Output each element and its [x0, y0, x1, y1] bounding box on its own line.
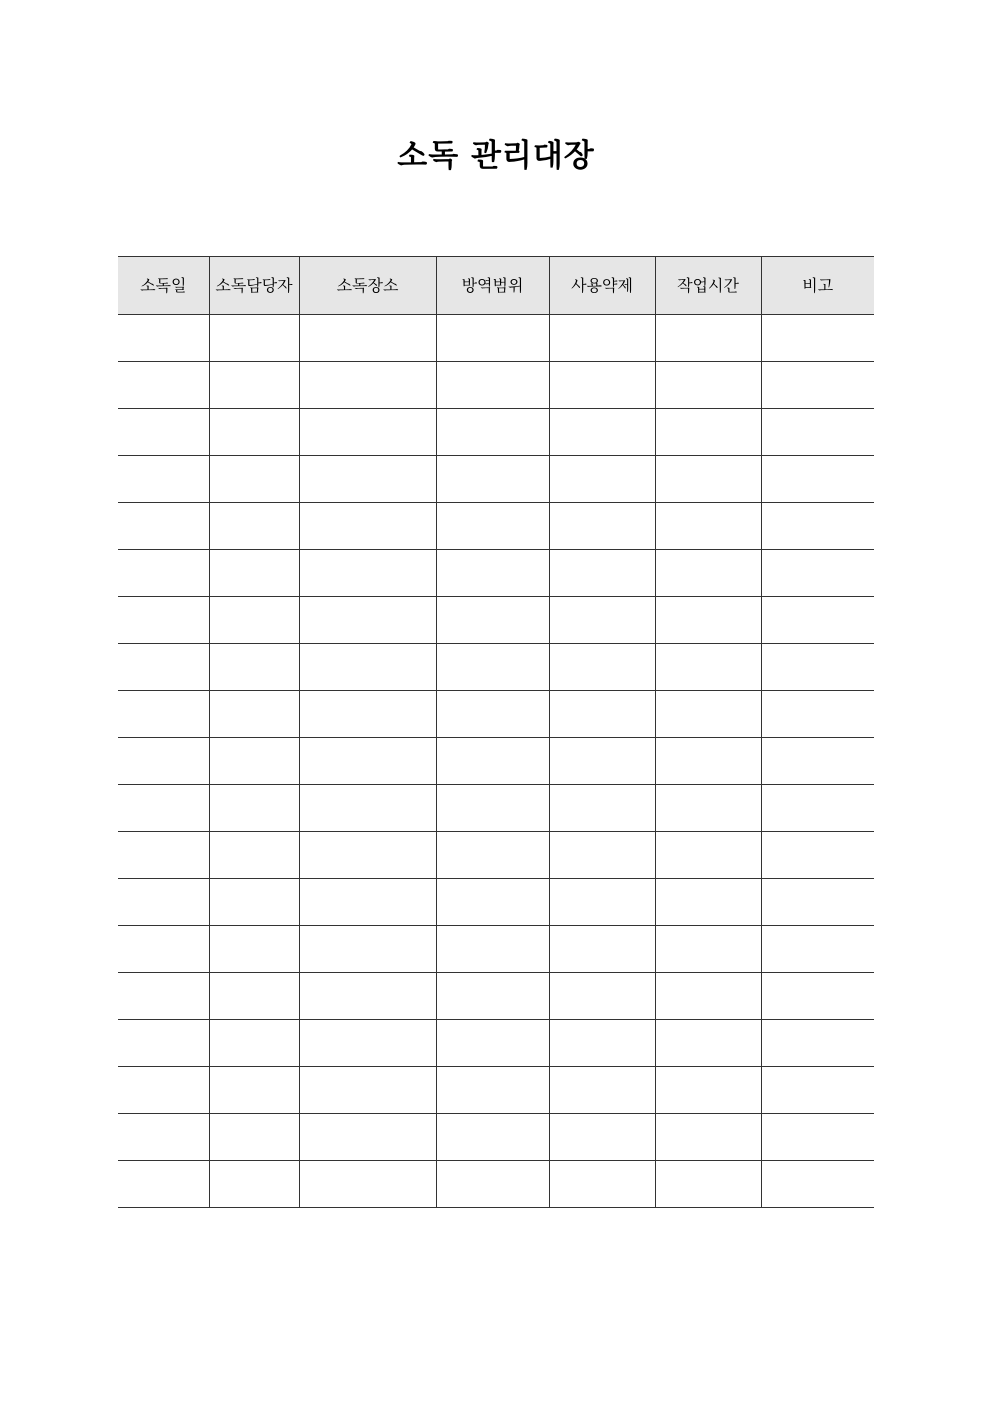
table-cell[interactable]: [655, 1161, 761, 1208]
table-cell[interactable]: [299, 973, 436, 1020]
table-cell[interactable]: [655, 691, 761, 738]
document-title: 소독 관리대장: [397, 138, 595, 174]
table-cell[interactable]: [655, 503, 761, 550]
table-cell[interactable]: [209, 832, 299, 879]
table-cell[interactable]: [209, 456, 299, 503]
table-cell[interactable]: [436, 456, 549, 503]
table-cell[interactable]: [299, 1067, 436, 1114]
header-work-time: 작업시간: [655, 257, 761, 315]
table-cell[interactable]: [118, 597, 209, 644]
table-cell[interactable]: [118, 503, 209, 550]
table-cell[interactable]: [549, 1114, 655, 1161]
table-cell[interactable]: [655, 973, 761, 1020]
table-cell[interactable]: [299, 456, 436, 503]
table-cell[interactable]: [436, 738, 549, 785]
table-cell[interactable]: [118, 644, 209, 691]
table-row: [118, 597, 874, 644]
table-cell[interactable]: [299, 550, 436, 597]
table-cell[interactable]: [299, 409, 436, 456]
table-row: [118, 1067, 874, 1114]
table-row: [118, 738, 874, 785]
table-cell[interactable]: [118, 691, 209, 738]
table-cell[interactable]: [436, 409, 549, 456]
table-cell[interactable]: [549, 785, 655, 832]
table-cell[interactable]: [436, 926, 549, 973]
table-cell[interactable]: [118, 456, 209, 503]
table-row: [118, 879, 874, 926]
table-cell[interactable]: [655, 1020, 761, 1067]
table-cell[interactable]: [436, 1020, 549, 1067]
table-cell[interactable]: [655, 409, 761, 456]
table-cell[interactable]: [299, 1114, 436, 1161]
table-cell[interactable]: [761, 597, 874, 644]
table-cell[interactable]: [549, 973, 655, 1020]
table-cell[interactable]: [436, 597, 549, 644]
table-cell[interactable]: [761, 315, 874, 362]
table-cell[interactable]: [209, 644, 299, 691]
table-cell[interactable]: [761, 1067, 874, 1114]
header-location: 소독장소: [299, 257, 436, 315]
table-cell[interactable]: [118, 1114, 209, 1161]
table-cell[interactable]: [549, 362, 655, 409]
table-cell[interactable]: [655, 597, 761, 644]
table-cell[interactable]: [299, 785, 436, 832]
table-row: [118, 1020, 874, 1067]
table-cell[interactable]: [118, 926, 209, 973]
table-body: [118, 315, 874, 1208]
table-row: [118, 644, 874, 691]
table-cell[interactable]: [118, 550, 209, 597]
table-cell[interactable]: [655, 456, 761, 503]
table-cell[interactable]: [436, 1114, 549, 1161]
table-cell[interactable]: [209, 785, 299, 832]
table-cell[interactable]: [655, 738, 761, 785]
table-row: [118, 456, 874, 503]
table-cell[interactable]: [118, 362, 209, 409]
disinfection-ledger-table: [118, 256, 874, 1208]
table-cell[interactable]: [118, 879, 209, 926]
table-cell[interactable]: [118, 738, 209, 785]
table-cell[interactable]: [761, 879, 874, 926]
table-row: [118, 409, 874, 456]
table-cell[interactable]: [209, 1067, 299, 1114]
table-cell[interactable]: [299, 691, 436, 738]
table-row: [118, 691, 874, 738]
table-cell[interactable]: [761, 785, 874, 832]
table-cell[interactable]: [299, 926, 436, 973]
table-cell[interactable]: [761, 644, 874, 691]
table-cell[interactable]: [549, 456, 655, 503]
table-cell[interactable]: [436, 785, 549, 832]
table-cell[interactable]: [761, 503, 874, 550]
table-cell[interactable]: [209, 1020, 299, 1067]
table-cell[interactable]: [118, 409, 209, 456]
table-cell[interactable]: [299, 644, 436, 691]
table-cell[interactable]: [209, 409, 299, 456]
table-cell[interactable]: [655, 550, 761, 597]
table-cell[interactable]: [436, 644, 549, 691]
table-cell[interactable]: [436, 879, 549, 926]
header-disinfection-date: 소독일: [118, 257, 209, 315]
table-cell[interactable]: [209, 738, 299, 785]
table-cell[interactable]: [655, 926, 761, 973]
table-row: [118, 362, 874, 409]
table-cell[interactable]: [209, 597, 299, 644]
table-row: [118, 1114, 874, 1161]
table-cell[interactable]: [299, 315, 436, 362]
table-cell[interactable]: [436, 1161, 549, 1208]
table-cell[interactable]: [655, 785, 761, 832]
table-cell[interactable]: [549, 1067, 655, 1114]
table-cell[interactable]: [209, 362, 299, 409]
table-cell[interactable]: [549, 926, 655, 973]
table-cell[interactable]: [436, 691, 549, 738]
table-row: [118, 785, 874, 832]
table-cell[interactable]: [436, 1067, 549, 1114]
table-cell[interactable]: [118, 973, 209, 1020]
table-cell[interactable]: [209, 1161, 299, 1208]
table-cell[interactable]: [118, 832, 209, 879]
table-cell[interactable]: [299, 1020, 436, 1067]
table-cell[interactable]: [549, 409, 655, 456]
table-cell[interactable]: [118, 1161, 209, 1208]
table-cell[interactable]: [549, 644, 655, 691]
table-cell[interactable]: [118, 1067, 209, 1114]
header-person-in-charge: 소독담당자: [209, 257, 299, 315]
table-cell[interactable]: [761, 973, 874, 1020]
table-cell[interactable]: [549, 879, 655, 926]
table-row: [118, 1161, 874, 1208]
table-cell[interactable]: [655, 832, 761, 879]
header-chemicals: 사용약제: [549, 257, 655, 315]
table-cell[interactable]: [549, 597, 655, 644]
table-cell[interactable]: [436, 832, 549, 879]
table-cell[interactable]: [549, 738, 655, 785]
table-cell[interactable]: [761, 1161, 874, 1208]
table-cell[interactable]: [299, 832, 436, 879]
table-cell[interactable]: [436, 973, 549, 1020]
table-cell[interactable]: [209, 691, 299, 738]
table-cell[interactable]: [761, 691, 874, 738]
table-cell[interactable]: [761, 362, 874, 409]
table-cell[interactable]: [299, 362, 436, 409]
table-cell[interactable]: [761, 550, 874, 597]
table-cell[interactable]: [655, 1067, 761, 1114]
table-cell[interactable]: [118, 315, 209, 362]
table-cell[interactable]: [549, 1161, 655, 1208]
header-remarks: 비고: [761, 257, 874, 315]
table-header-row: [118, 257, 874, 315]
table-cell[interactable]: [209, 503, 299, 550]
table-cell[interactable]: [549, 832, 655, 879]
table-cell[interactable]: [118, 785, 209, 832]
table-cell[interactable]: [209, 879, 299, 926]
table-row: [118, 973, 874, 1020]
table-cell[interactable]: [549, 1020, 655, 1067]
table-cell[interactable]: [655, 362, 761, 409]
table-row: [118, 503, 874, 550]
table-cell[interactable]: [436, 362, 549, 409]
table-cell[interactable]: [436, 315, 549, 362]
table-cell[interactable]: [761, 456, 874, 503]
table-cell[interactable]: [761, 832, 874, 879]
table-cell[interactable]: [299, 1161, 436, 1208]
table-cell[interactable]: [549, 691, 655, 738]
table-cell[interactable]: [761, 1020, 874, 1067]
table-cell[interactable]: [761, 1114, 874, 1161]
table-cell[interactable]: [209, 973, 299, 1020]
table-cell[interactable]: [761, 738, 874, 785]
table-cell[interactable]: [655, 315, 761, 362]
table-cell[interactable]: [299, 738, 436, 785]
table-cell[interactable]: [549, 315, 655, 362]
table-row: [118, 550, 874, 597]
table-cell[interactable]: [655, 644, 761, 691]
table-row: [118, 315, 874, 362]
table-cell[interactable]: [436, 550, 549, 597]
table-cell[interactable]: [549, 503, 655, 550]
table-cell[interactable]: [436, 503, 549, 550]
table-cell[interactable]: [118, 1020, 209, 1067]
table-cell[interactable]: [655, 1114, 761, 1161]
table-cell[interactable]: [209, 550, 299, 597]
table-row: [118, 926, 874, 973]
table-cell[interactable]: [299, 503, 436, 550]
table-cell[interactable]: [761, 926, 874, 973]
table-cell[interactable]: [549, 550, 655, 597]
header-scope: 방역범위: [436, 257, 549, 315]
table-cell[interactable]: [655, 879, 761, 926]
table-cell[interactable]: [299, 597, 436, 644]
table-cell[interactable]: [761, 409, 874, 456]
table-cell[interactable]: [299, 879, 436, 926]
table-cell[interactable]: [209, 926, 299, 973]
table-cell[interactable]: [209, 315, 299, 362]
table-row: [118, 832, 874, 879]
table-cell[interactable]: [209, 1114, 299, 1161]
